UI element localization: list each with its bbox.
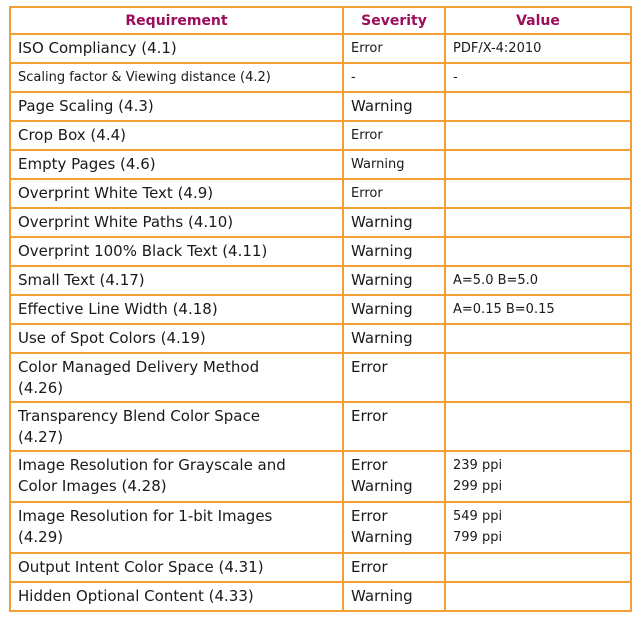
table-row bbox=[10, 121, 631, 150]
severity-line: Error bbox=[351, 456, 388, 474]
header-row bbox=[10, 7, 631, 34]
requirement-cell: Page Scaling (4.3) bbox=[10, 92, 343, 121]
severity-cell: Warning bbox=[343, 237, 445, 266]
value-line: 549 ppi bbox=[453, 509, 503, 524]
severity-cell: Error bbox=[343, 402, 445, 451]
severity-cell: Error bbox=[343, 34, 445, 63]
table-row bbox=[10, 266, 631, 295]
requirement-cell: Overprint 100% Black Text (4.11) bbox=[10, 237, 343, 266]
severity-cell: - bbox=[343, 63, 445, 92]
value-cell bbox=[445, 582, 631, 611]
header-value: Value bbox=[445, 7, 631, 34]
severity-cell: Warning bbox=[343, 324, 445, 353]
requirement-line: Image Resolution for Grayscale and bbox=[18, 456, 286, 474]
value-cell: PDF/X-4:2010 bbox=[445, 34, 631, 63]
value-cell bbox=[445, 402, 631, 451]
table-row bbox=[10, 150, 631, 179]
value-line: 239 ppi bbox=[453, 458, 503, 473]
requirement-cell: Output Intent Color Space (4.31) bbox=[10, 553, 343, 582]
requirement-cell bbox=[10, 502, 343, 553]
table-row bbox=[10, 295, 631, 324]
value-cell bbox=[445, 92, 631, 121]
requirement-cell: Use of Spot Colors (4.19) bbox=[10, 324, 343, 353]
requirement-cell: Overprint White Paths (4.10) bbox=[10, 208, 343, 237]
requirements-table bbox=[9, 6, 632, 612]
requirement-cell: Scaling factor & Viewing distance (4.2) bbox=[10, 63, 343, 92]
value-cell bbox=[445, 179, 631, 208]
table-row bbox=[10, 451, 631, 502]
requirement-cell: ISO Compliancy (4.1) bbox=[10, 34, 343, 63]
value-cell bbox=[445, 121, 631, 150]
requirement-line: Color Managed Delivery Method bbox=[18, 358, 260, 376]
requirement-line: Transparency Blend Color Space bbox=[18, 407, 260, 425]
requirement-cell: Crop Box (4.4) bbox=[10, 121, 343, 150]
severity-cell: Error bbox=[343, 353, 445, 402]
severity-cell: Warning bbox=[343, 208, 445, 237]
severity-cell: Warning bbox=[343, 295, 445, 324]
table-row bbox=[10, 208, 631, 237]
value-cell bbox=[445, 324, 631, 353]
requirement-cell: Effective Line Width (4.18) bbox=[10, 295, 343, 324]
value-cell: A=0.15 B=0.15 bbox=[445, 295, 631, 324]
requirement-line: (4.27) bbox=[18, 428, 64, 446]
requirement-cell: Small Text (4.17) bbox=[10, 266, 343, 295]
value-cell: - bbox=[445, 63, 631, 92]
table-row bbox=[10, 92, 631, 121]
table-row bbox=[10, 63, 631, 92]
value-cell bbox=[445, 553, 631, 582]
header-requirement: Requirement bbox=[10, 7, 343, 34]
value-line: 799 ppi bbox=[453, 530, 503, 545]
severity-cell: Error bbox=[343, 553, 445, 582]
value-cell bbox=[445, 237, 631, 266]
table-row bbox=[10, 553, 631, 582]
severity-cell: Warning bbox=[343, 92, 445, 121]
severity-line: Error bbox=[351, 507, 388, 525]
value-cell bbox=[445, 502, 631, 553]
requirement-line: (4.29) bbox=[18, 528, 64, 546]
value-cell: A=5.0 B=5.0 bbox=[445, 266, 631, 295]
severity-cell: Error bbox=[343, 179, 445, 208]
severity-line: Warning bbox=[351, 528, 413, 546]
requirement-cell: Hidden Optional Content (4.33) bbox=[10, 582, 343, 611]
value-cell bbox=[445, 150, 631, 179]
requirement-cell bbox=[10, 402, 343, 451]
severity-cell: Warning bbox=[343, 266, 445, 295]
table-row bbox=[10, 353, 631, 402]
requirement-line: Image Resolution for 1-bit Images bbox=[18, 507, 273, 525]
requirement-cell bbox=[10, 353, 343, 402]
requirement-cell bbox=[10, 451, 343, 502]
severity-cell bbox=[343, 451, 445, 502]
value-cell bbox=[445, 451, 631, 502]
severity-line: Warning bbox=[351, 477, 413, 495]
value-line: 299 ppi bbox=[453, 479, 503, 494]
table-row bbox=[10, 582, 631, 611]
table-row bbox=[10, 237, 631, 266]
table-row bbox=[10, 502, 631, 553]
table-row bbox=[10, 34, 631, 63]
value-cell bbox=[445, 208, 631, 237]
header-severity: Severity bbox=[343, 7, 445, 34]
requirement-line: (4.26) bbox=[18, 379, 64, 397]
table-row bbox=[10, 179, 631, 208]
severity-cell: Warning bbox=[343, 582, 445, 611]
severity-cell: Error bbox=[343, 121, 445, 150]
table-row bbox=[10, 324, 631, 353]
requirement-line: Color Images (4.28) bbox=[18, 477, 167, 495]
value-cell bbox=[445, 353, 631, 402]
requirement-cell: Overprint White Text (4.9) bbox=[10, 179, 343, 208]
table-row bbox=[10, 402, 631, 451]
severity-cell: Warning bbox=[343, 150, 445, 179]
requirement-cell: Empty Pages (4.6) bbox=[10, 150, 343, 179]
severity-cell bbox=[343, 502, 445, 553]
